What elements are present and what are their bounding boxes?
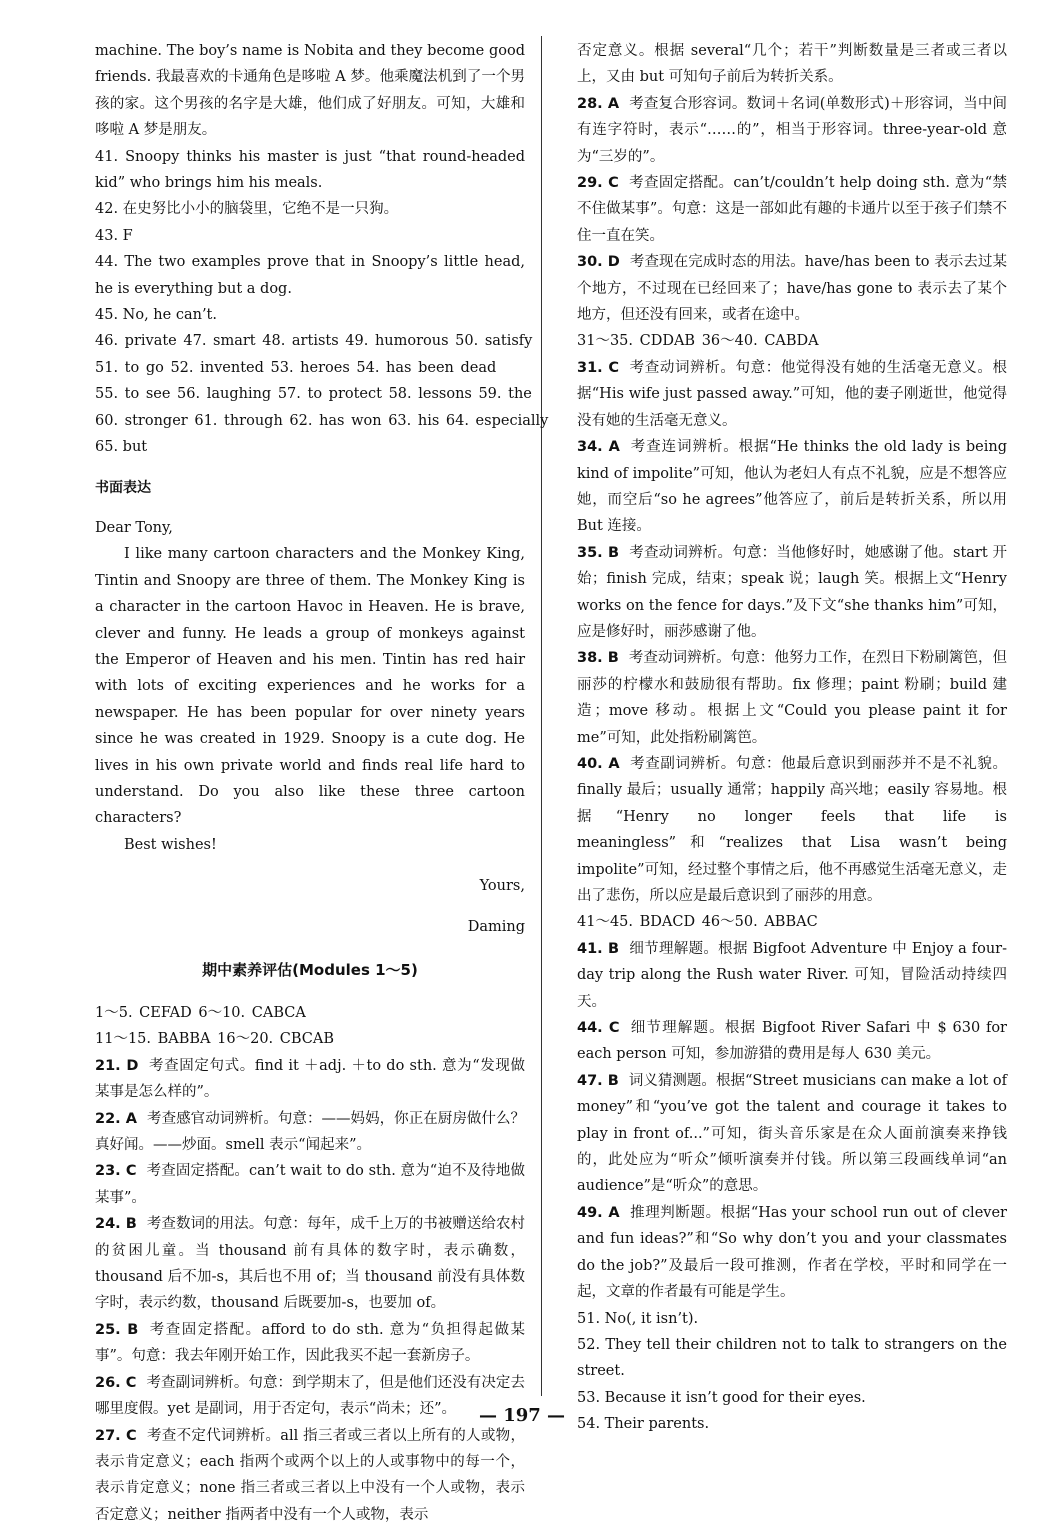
item-text: 考查副词辨析。句意：他最后意识到丽莎并不是不礼貌。finally 最后；usually 通常；happily 高兴地；easily 容易地。根据“Henry no longer feels that life is meaningless”和“realizes that Lisa wasn’t being impolite”可知，经过整个事情之后，他不再感觉生活毫无意义，走出了悲伤，所以应是最后意识到了丽莎的用意。 [577, 756, 1007, 904]
answer-row-1-10: 1～5. CEFAD 6～10. CABCA [95, 1000, 525, 1026]
letter-body: I like many cartoon characters and the Monkey King, Tintin and Snoopy are three of them. The Monkey King is a character in the cartoon Havoc in Heaven. He is brave, clever and funny. He leads a group of monkeys against the Emperor of Heaven and his men. Tintin has red hair with lots of exciting experiences and he works for a newspaper. He has been popular for over ninety years since he was created in 1929. Snoopy is a cute dog. He lives in his own private world and finds real life hard to understand. Do you also like these three cartoon characters? [95, 541, 525, 831]
answer-42: 42. 在史努比小小的脑袋里，它绝不是一只狗。 [95, 196, 525, 222]
item-text: 词义猜测题。根据“Street musicians can make a lot of money”和“you’ve got the talent and courage it takes to play in front of...”可知，街头音乐家是在众人面前演奏来挣钱的，此处应为“听众”倾听演奏并付钱。所以第三段画线单词“an audience”是“听众”的意思。 [577, 1073, 1007, 1195]
item-text: 考查连词辨析。根据“He thinks the old lady is being kind of impolite”可知，他认为老妇人有点不礼貌，应是不想答应她，而空后“so he agrees”他答应了，前后是转折关系，所以用 But 连接。 [577, 439, 1007, 534]
explanation-38 [577, 645, 1007, 751]
item-text: 考查现在完成时态的用法。have/has been to 表示去过某个地方，不过现在已经回来了；have/has gone to 表示去了某个地方，但还没有回来，或者在途中。 [577, 254, 1007, 323]
answer-41: 41. Snoopy thinks his master is just “that round-headed kid” who brings him his meals. [95, 144, 525, 197]
item-text: 考查动词辨析。句意：他觉得没有她的生活毫无意义。根据“His wife just passed away.”可知，他的妻子刚逝世，他觉得没有她的生活毫无意义。 [577, 360, 1007, 429]
answer-row-11-20: 11～15. BABBA 16～20. CBCAB [95, 1026, 525, 1052]
answer-52: 52. They tell their children not to talk to strangers on the street. [577, 1332, 1007, 1385]
column-divider [541, 36, 542, 1396]
answer-row-41-50: 41～45. BDACD 46～50. ABBAC [577, 909, 1007, 935]
left-column [95, 38, 525, 1528]
answer-45: 45. No, he can’t. [95, 302, 525, 328]
explanation-34 [577, 434, 1007, 540]
page-number: — 197 — [0, 1405, 1044, 1426]
item-number: 49. A [577, 1205, 620, 1221]
explanation-30 [577, 249, 1007, 328]
answer-row-46-50: 46. private 47. smart 48. artists 49. humorous 50. satisfy [95, 328, 525, 354]
item-text: 考查固定搭配。afford to do sth. 意为“负担得起做某事”。句意：我去年刚开始工作，因此我买不起一套新房子。 [95, 1322, 525, 1364]
item-text: 考查副词辨析。句意：到学期末了，但是他们还没有决定去哪里度假。yet 是副词，用于否定句，表示“尚未；还”。 [95, 1375, 525, 1417]
item-number: 27. C [95, 1428, 137, 1444]
item-text: 考查复合形容词。数词＋名词(单数形式)＋形容词，当中间有连字符时，表示“……的”，相当于形容词。three-year-old 意为“三岁的”。 [577, 96, 1007, 165]
item-text: 考查不定代词辨析。all 指三者或三者以上所有的人或物，表示肯定意义；each 指两个或两个以上的人或事物中的每一个，表示肯定意义；none 指三者或三者以上中没有一个人或物，表示否定意义；neither 指两者中没有一个人或物，表示 [95, 1428, 525, 1523]
explanation-28 [577, 91, 1007, 170]
explanation-27 [95, 1423, 525, 1528]
item-text: 细节理解题。根据 Bigfoot Adventure 中 Enjoy a four-day trip along the Rush water River. 可知，冒险活动持续四天。 [577, 941, 1007, 1010]
item-number: 40. A [577, 756, 620, 772]
answer-51: 51. No(, it isn’t). [577, 1306, 1007, 1332]
answer-row-60-64: 60. stronger 61. through 62. has won 63. his 64. especially [95, 408, 525, 434]
explanation-44 [577, 1015, 1007, 1068]
explanation-47 [577, 1068, 1007, 1200]
answer-44: 44. The two examples prove that in Snoopy’s little head, he is everything but a dog. [95, 249, 525, 302]
explanation-24 [95, 1211, 525, 1317]
right-column [577, 38, 1007, 1438]
letter-sign-yours: Yours, [95, 873, 525, 899]
item-number: 44. C [577, 1020, 620, 1036]
item-text: 考查固定搭配。can’t wait to do sth. 意为“迫不及待地做某事”。 [95, 1163, 525, 1205]
answer-54: 54. Their parents. [577, 1411, 1007, 1437]
item-number: 25. B [95, 1322, 138, 1338]
explanation-25 [95, 1317, 525, 1370]
item-text: 考查固定句式。find it ＋adj. ＋to do sth. 意为“发现做某事是怎么样的”。 [95, 1058, 525, 1100]
item-number: 41. B [577, 941, 619, 957]
explanation-29 [577, 170, 1007, 249]
item-number: 38. B [577, 650, 619, 666]
item-text: 考查固定搭配。can’t/couldn’t help doing sth. 意为“禁不住做某事”。句意：这是一部如此有趣的卡通片以至于孩子们禁不住一直在笑。 [577, 175, 1007, 244]
answer-43: 43. F [95, 223, 525, 249]
letter-sign-name: Daming [95, 914, 525, 940]
explanation-35 [577, 540, 1007, 646]
item-text: 考查动词辨析。句意：当他修好时，她感谢了他。start 开始；finish 完成，结束；speak 说；laugh 笑。根据上文“Henry works on the fence for days.”及下文“she thanks him”可知，应是修好时，丽莎感谢了他。 [577, 545, 1007, 640]
item-number: 26. C [95, 1375, 136, 1391]
explanation-40 [577, 751, 1007, 909]
item-number: 28. A [577, 96, 619, 112]
explanation-49 [577, 1200, 1007, 1306]
item-text: 考查数词的用法。句意：每年，成千上万的书被赠送给农村的贫困儿童。当 thousand 前有具体的数字时，表示确数，thousand 后不加-s，其后也不用 of；当 thousand 前没有具体数字时，表示约数，thousand 后既要加-s，也要加 of。 [95, 1216, 525, 1311]
item-number: 23. C [95, 1163, 137, 1179]
item-text: 推理判断题。根据“Has your school run out of clever and fun ideas?”和“So why don’t you and your classmates do the job?”及最后一段可推测，作者在学校，平时和同学在一起，文章的作者最有可能是学生。 [577, 1205, 1007, 1300]
item-number: 35. B [577, 545, 619, 561]
explanation-27-continued: 否定意义。根据 several“几个；若干”判断数量是三者或三者以上，又由 but 可知句子前后为转折关系。 [577, 38, 1007, 91]
answer-row-31-40: 31～35. CDDAB 36～40. CABDA [577, 328, 1007, 354]
intro-text: machine. The boy’s name is Nobita and they become good friends. 我最喜欢的卡通角色是哆啦 A 梦。他乘魔法机到了一个男孩的家。这个男孩的名字是大雄，他们成了好朋友。可知，大雄和哆啦 A 梦是朋友。 [95, 38, 525, 144]
writing-heading: 书面表达 [95, 475, 525, 501]
section-title: 期中素养评估(Modules 1～5) [95, 955, 525, 985]
item-number: 21. D [95, 1058, 138, 1074]
item-text: 考查感官动词辨析。句意：——妈妈，你正在厨房做什么？真好闻。——炒面。smell 表示“闻起来”。 [95, 1111, 525, 1153]
letter-greeting: Dear Tony, [95, 515, 525, 541]
explanation-22 [95, 1106, 525, 1159]
answer-row-55-59: 55. to see 56. laughing 57. to protect 58. lessons 59. the [95, 381, 525, 407]
answer-53: 53. Because it isn’t good for their eyes. [577, 1385, 1007, 1411]
item-number: 24. B [95, 1216, 137, 1232]
item-text: 细节理解题。根据 Bigfoot River Safari 中 $ 630 for each person 可知，参加游猎的费用是每人 630 美元。 [577, 1020, 1007, 1062]
explanation-41 [577, 936, 1007, 1015]
explanation-31 [577, 355, 1007, 434]
item-number: 34. A [577, 439, 620, 455]
explanation-23 [95, 1158, 525, 1211]
letter-closing: Best wishes! [95, 832, 525, 858]
answer-row-51-54: 51. to go 52. invented 53. heroes 54. has been dead [95, 355, 525, 381]
item-number: 22. A [95, 1111, 137, 1127]
answer-row-65: 65. but [95, 434, 525, 460]
item-number: 30. D [577, 254, 620, 270]
item-text: 考查动词辨析。句意：他努力工作，在烈日下粉刷篱笆，但丽莎的柠檬水和鼓励很有帮助。fix 修理；paint 粉刷；build 建造；move 移动。根据上文“Could you please paint it for me”可知，此处指粉刷篱笆。 [577, 650, 1007, 745]
item-number: 47. B [577, 1073, 619, 1089]
item-number: 31. C [577, 360, 619, 376]
explanation-21 [95, 1053, 525, 1106]
item-number: 29. C [577, 175, 619, 191]
